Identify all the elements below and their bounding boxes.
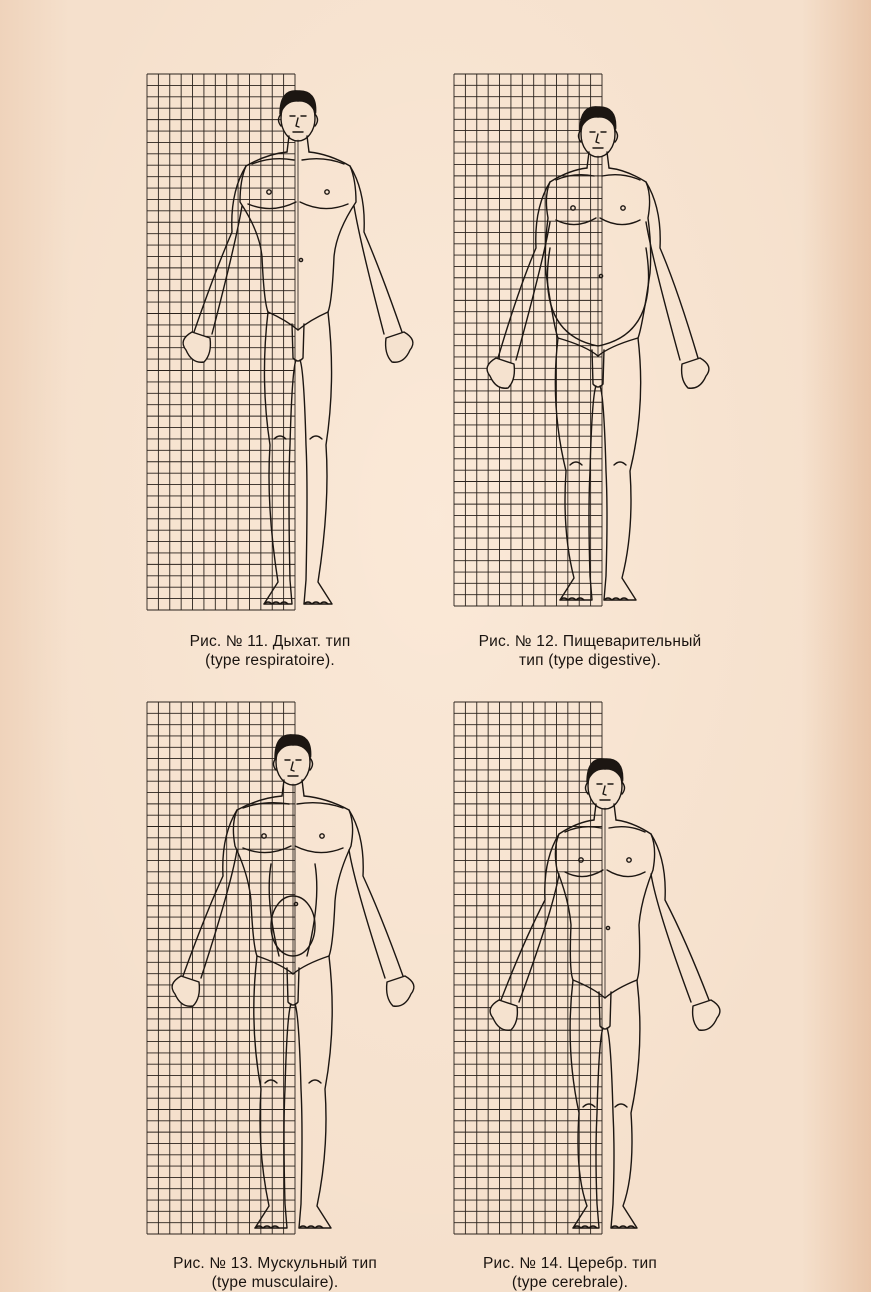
figure-12-caption-line1: Рис. № 12. Пищеварительный (478, 633, 702, 650)
figure-12-plate (450, 70, 720, 615)
left-nipple (262, 834, 266, 838)
measurement-grid (147, 702, 295, 1234)
left-nipple (571, 206, 575, 210)
navel (606, 926, 609, 929)
right-groin (605, 980, 637, 998)
navel (294, 902, 297, 905)
figure-12-caption (440, 632, 740, 670)
figure-12-caption-line2: тип (type digestive). (518, 652, 662, 669)
grid-figure-12 (450, 70, 720, 615)
right-groin (298, 312, 328, 330)
right-pectoral (295, 846, 343, 853)
right-nipple (621, 206, 625, 210)
figure-11-caption-line1: Рис. № 11. Дыхат. тип (189, 633, 351, 650)
figure-13-caption (130, 1254, 420, 1292)
figure-13-caption-line2: (type musculaire). (211, 1274, 339, 1291)
left-nipple (579, 858, 583, 862)
left-pectoral (565, 870, 603, 877)
figure-14-caption-line2: (type cerebrale). (511, 1274, 629, 1291)
left-knee (570, 462, 582, 465)
left-nipple (267, 190, 271, 194)
left-knee (583, 1104, 595, 1107)
left-hand (183, 332, 210, 362)
right-knee (614, 462, 626, 465)
right-hand (693, 1000, 720, 1030)
figure-14-caption (440, 1254, 700, 1292)
right-nipple (627, 858, 631, 862)
navel (599, 274, 602, 277)
human-figure (487, 107, 709, 600)
left-hand (487, 358, 514, 388)
legs (264, 312, 332, 604)
figure-11-plate (143, 70, 413, 615)
human-figure (490, 759, 720, 1228)
human-figure (172, 735, 414, 1228)
right-pectoral (600, 218, 640, 225)
right-knee (309, 1080, 321, 1083)
figure-13-plate (143, 698, 413, 1238)
grid-figure-13 (143, 698, 413, 1238)
figure-11-caption-line2: (type respiratoire). (205, 652, 335, 669)
figure-11-caption (130, 632, 410, 670)
left-hand (490, 1000, 517, 1030)
grid-figure-14 (450, 698, 720, 1238)
left-hand (172, 976, 199, 1006)
figure-14-plate (450, 698, 720, 1238)
left-groin (573, 980, 605, 998)
navel (299, 258, 302, 261)
measurement-grid (454, 702, 602, 1234)
right-knee (310, 436, 322, 439)
right-hand (386, 332, 413, 362)
legs (254, 956, 332, 1228)
right-knee (615, 1104, 627, 1107)
grid-figure-11 (143, 70, 413, 615)
right-hand (682, 358, 709, 388)
right-nipple (325, 190, 329, 194)
figure-14-caption-line1: Рис. № 14. Церебр. тип (483, 1255, 657, 1272)
right-hand (387, 976, 414, 1006)
right-nipple (320, 834, 324, 838)
left-knee (265, 1080, 277, 1083)
figure-13-caption-line1: Рис. № 13. Мускульный тип (173, 1255, 377, 1272)
right-pectoral (607, 870, 645, 877)
legs (570, 980, 640, 1228)
right-pectoral (300, 202, 348, 209)
